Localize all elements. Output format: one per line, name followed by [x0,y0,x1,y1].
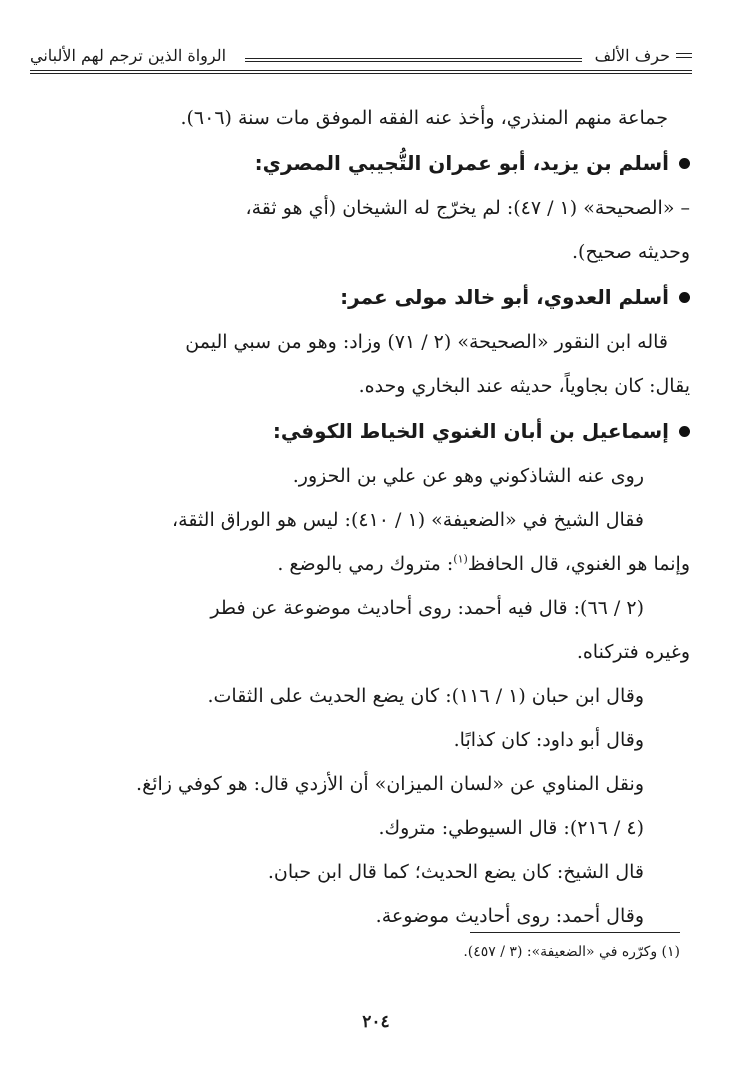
text-line: وغيره فتركناه. [576,641,690,663]
entry-heading [70,408,690,454]
chapter-title-text: حرف الألف [594,46,670,65]
text-line: فقال الشيخ في «الضعيفة» (١ / ٤١٠): ليس هو الوراق الثقة، [172,509,644,531]
text-line: وقال أبو داود: كان كذابًا. [453,729,644,751]
bullet-icon [679,292,690,303]
text-line: روى عنه الشاذكوني وهو عن علي بن الحزور. [292,465,644,487]
text-line: قاله ابن النقور «الصحيحة» (٢ / ٧١) وزاد: وهو من سبي اليمن [185,331,668,353]
text-segment: : متروك رمي بالوضع . [277,553,454,575]
text-line [70,542,690,586]
running-header [30,44,692,74]
text-line: ونقل المناوي عن «لسان الميزان» أن الأزدي قال: هو كوفي زائغ. [136,773,644,795]
page-body [70,96,690,938]
footnote-separator [470,932,680,933]
chapter-title [595,46,692,65]
entry-heading-text: أسلم العدوي، أبو خالد مولى عمر: [340,285,669,309]
text-line: يقال: كان بجاوياً، حديثه عند البخاري وحده. [358,375,690,397]
text-line: (٤ / ٢١٦): قال السيوطي: متروك. [378,817,644,839]
bullet-icon [679,158,690,169]
text-line: وحديثه صحيح). [572,241,690,263]
header-rule-thin [30,73,692,74]
header-rule [30,70,692,71]
text-line: قال الشيخ: كان يضع الحديث؛ كما قال ابن حبان. [267,861,644,883]
page-number: ٢٠٤ [362,1012,390,1032]
text-line: وقال أحمد: روى أحاديث موضوعة. [375,905,644,927]
header-middle-rule [245,58,582,62]
bullet-icon [679,426,690,437]
book-title-text: الرواة الذين ترجم لهم الألباني [30,46,227,65]
footnote-marker: (١) [453,552,468,566]
entry-heading [70,274,690,320]
text-line: (٢ / ٦٦): قال فيه أحمد: روى أحاديث موضوعة عن فطر [210,597,644,619]
book-title [30,46,226,65]
entry-heading-text: أسلم بن يزيد، أبو عمران التُّجيبي المصري: [254,151,669,175]
text-segment: وإنما هو الغنوي، قال الحافظ [467,553,690,575]
footnote: (١) وكرّره في «الضعيفة»: (٣ / ٤٥٧). [463,944,680,960]
entry-heading [70,140,690,186]
header-ornament [676,53,692,58]
text-line: – «الصحيحة» (١ / ٤٧): لم يخرّج له الشيخان (أي هو ثقة، [245,197,690,219]
entry-heading-text: إسماعيل بن أبان الغنوي الخياط الكوفي: [272,419,669,443]
text-line: جماعة منهم المنذري، وأخذ عنه الفقه الموفق مات سنة (٦٠٦). [180,107,668,129]
text-line: وقال ابن حبان (١ / ١١٦): كان يضع الحديث على الثقات. [207,685,644,707]
